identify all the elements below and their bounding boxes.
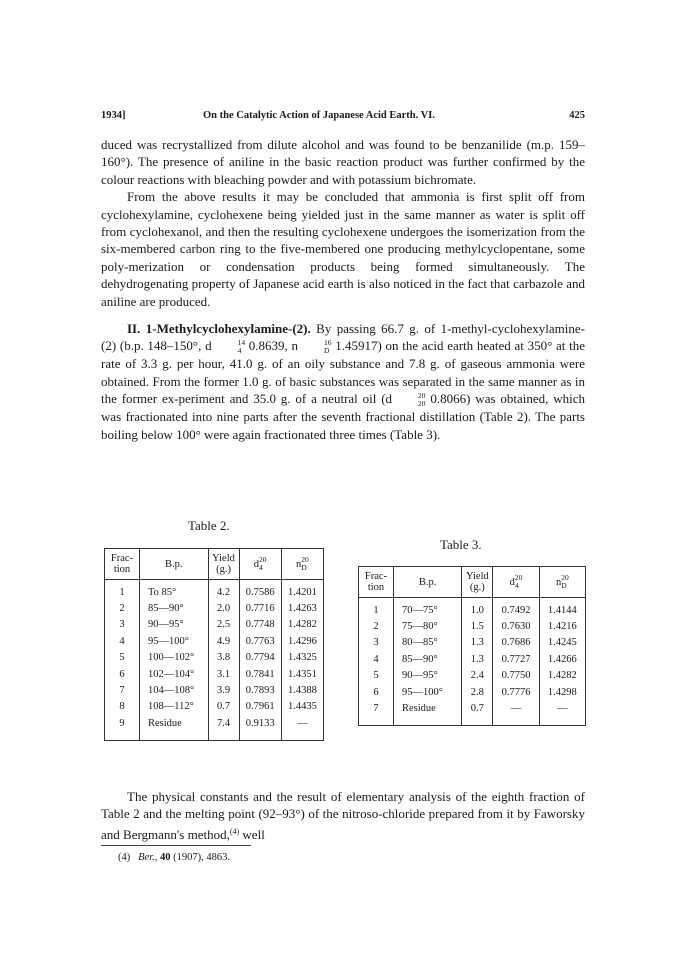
table-cell: 1.5: [462, 618, 493, 634]
table-cell: 0.7893: [239, 682, 281, 698]
table-cell: 0.7: [208, 699, 239, 715]
table-cell: 7: [373, 703, 379, 715]
table-cell: 90—95°: [140, 617, 209, 633]
table-cell: 3.1: [208, 666, 239, 682]
table-cell: 7: [119, 685, 125, 697]
table-cell: 1.4282: [539, 668, 585, 684]
body-text-continued: [101, 788, 585, 843]
col-header-bp: B.p.: [140, 549, 209, 580]
table-cell: 0.7727: [493, 651, 539, 667]
table-cell: 1.4298: [539, 684, 585, 700]
footnote-ref: (4): [229, 826, 240, 836]
col-header-refractive: n 20 D: [539, 567, 585, 598]
table-3: [358, 566, 586, 726]
table-cell: 1.4435: [281, 699, 323, 715]
section-heading: II. 1-Methylcyclohexylamine-(2).: [127, 321, 311, 337]
table-cell: 1.4296: [281, 633, 323, 649]
table-row: [359, 684, 586, 700]
table-2: [104, 548, 324, 741]
table-cell: 0.7686: [493, 635, 539, 651]
density-index-2: 20 20: [418, 391, 426, 409]
density-index: 14 4: [237, 338, 246, 356]
table-cell: 1.4282: [281, 617, 323, 633]
table-cell: 2.0: [208, 600, 239, 616]
table-cell: 1.4201: [281, 580, 323, 601]
table-cell: 1.4388: [281, 682, 323, 698]
table-cell: 6: [119, 668, 125, 680]
table-cell: 2.8: [462, 684, 493, 700]
table-cell: 5: [373, 670, 379, 682]
table-row: [105, 699, 324, 715]
table-cell: —: [493, 700, 539, 725]
running-header: [101, 110, 585, 126]
table-cell: 0.7748: [239, 617, 281, 633]
table-row: [105, 715, 324, 740]
table-cell: 1.4266: [539, 651, 585, 667]
table-cell: 3: [373, 637, 379, 649]
col-header-density: d 20 4: [239, 549, 281, 580]
table-cell: 0.7: [462, 700, 493, 725]
table-cell: To 85°: [140, 580, 209, 601]
table-cell: 3.9: [208, 682, 239, 698]
refractive-index: 16 D: [324, 338, 332, 356]
col-header-density: d 20 4: [493, 567, 539, 598]
table-cell: 75—80°: [394, 618, 462, 634]
header-year: 1934]: [101, 110, 126, 121]
table-row: [105, 633, 324, 649]
paragraph-1: duced was recrystallized from dilute alcohol and was found to be benzanilide (m.p. 159–160°). The presence of aniline in the basic reaction product was further confirmed by the colour reactions with bleaching powder and with potassium bichromate.: [101, 137, 585, 187]
table-cell: 4.2: [208, 580, 239, 601]
col-header-fraction: Frac-tion: [359, 567, 394, 598]
table-cell: 1.4351: [281, 666, 323, 682]
footnote-divider: [101, 845, 251, 846]
table-cell: 0.7716: [239, 600, 281, 616]
paragraph-2: From the above results it may be concluded that ammonia is first split off from cyclohexylamine, cyclohexene being yielded just in the same manner as water is split off from cyclohexanol, and then the resulting cyclohexene undergoes the isomerization from the six-membered carbon ring to the five-membered one producing methylcyclopentane, some poly-merization or condensation products being formed simultaneously. The dehydrogenating property of Japanese acid earth is also noticed in the fact that carbazole and aniline are produced.: [101, 189, 585, 309]
table-cell: 0.7763: [239, 633, 281, 649]
table-cell: 104—108°: [140, 682, 209, 698]
table-cell: 1.3: [462, 651, 493, 667]
table-cell: 85—90°: [140, 600, 209, 616]
col-header-yield: Yield (g.): [208, 549, 239, 580]
col-header-fraction: Frac-tion: [105, 549, 140, 580]
table-cell: 1.4216: [539, 618, 585, 634]
table-cell: 4: [119, 635, 125, 647]
table-cell: 9: [119, 717, 125, 729]
table-2-caption: Table 2.: [188, 518, 230, 533]
table-cell: 95—100°: [394, 684, 462, 700]
table-cell: 1.4245: [539, 635, 585, 651]
table-cell: 1: [373, 604, 379, 616]
table-cell: 100—102°: [140, 650, 209, 666]
table-cell: 6: [373, 686, 379, 698]
table-cell: Residue: [394, 700, 462, 725]
table-cell: 5: [119, 652, 125, 664]
table-cell: 4: [373, 653, 379, 665]
table-cell: 0.7776: [493, 684, 539, 700]
table-cell: —: [539, 700, 585, 725]
table-row: [105, 617, 324, 633]
table-cell: Residue: [140, 715, 209, 740]
table-cell: 102—104°: [140, 666, 209, 682]
table-cell: 2: [119, 603, 125, 615]
table-row: [105, 650, 324, 666]
table-cell: 1.4325: [281, 650, 323, 666]
paragraph-3: II. 1-Methylcyclohexylamine-(2). By passing 66.7 g. of 1-methyl-cyclohexylamine-(2) (b.p. 148–150°, d 14 4 0.8639, n 16 D 1.45917) on the acid earth heated at 350° at the rate of 3.3 g. per hour, 41.0 g. of an oily substance and 7.8 g. of gaseous ammonia were obtained. From the former 1.0 g. of basic substances was separated in the same manner as in the former ex-periment and 35.0 g. of a neutral oil (d 20 20 0.8066) was obtained, which was fractionated into nine parts after the seventh fractional distillation (Table 2). The parts boiling below 100° were again fractionated three times (Table 3).: [101, 321, 586, 442]
table-cell: 8: [119, 701, 125, 713]
table-cell: 2: [373, 621, 379, 633]
table-cell: 0.7794: [239, 650, 281, 666]
table-row: [359, 598, 586, 619]
table-cell: 1.3: [462, 635, 493, 651]
table-cell: 1.4144: [539, 598, 585, 619]
table-cell: 0.7586: [239, 580, 281, 601]
table-cell: 3: [119, 619, 125, 631]
table-cell: 7.4: [208, 715, 239, 740]
header-title: On the Catalytic Action of Japanese Acid Earth. VI.: [203, 110, 435, 121]
table-cell: 2.4: [462, 668, 493, 684]
table-cell: 0.7961: [239, 699, 281, 715]
table-cell: 95—100°: [140, 633, 209, 649]
page-number: 425: [569, 110, 585, 121]
table-cell: 1: [119, 586, 125, 598]
table-row: [359, 635, 586, 651]
table-cell: 80—85°: [394, 635, 462, 651]
col-header-refractive: n 20 D: [281, 549, 323, 580]
table-row: [359, 618, 586, 634]
table-cell: 108—112°: [140, 699, 209, 715]
table-cell: 4.9: [208, 633, 239, 649]
table-cell: 90—95°: [394, 668, 462, 684]
table-cell: 0.7630: [493, 618, 539, 634]
paragraph-4: The physical constants and the result of elementary analysis of the eighth fraction of Table 2 and the melting point (92–93°) of the nitroso-chloride prepared from it by Faworsky and Bergmann's method,$^{(4)}$ well: [101, 789, 585, 842]
table-3-caption: Table 3.: [440, 537, 482, 552]
table-cell: 1.4263: [281, 600, 323, 616]
table-cell: 2.5: [208, 617, 239, 633]
table-row: [359, 651, 586, 667]
table-row: [105, 666, 324, 682]
table-cell: 3.8: [208, 650, 239, 666]
table-cell: 1.0: [462, 598, 493, 619]
table-cell: —: [281, 715, 323, 740]
table-row: [359, 700, 586, 725]
table-cell: 0.7750: [493, 668, 539, 684]
table-row: [105, 600, 324, 616]
table-row: [105, 580, 324, 601]
table-cell: 85—90°: [394, 651, 462, 667]
table-row: [359, 668, 586, 684]
table-cell: 70—75°: [394, 598, 462, 619]
table-row: [105, 682, 324, 698]
col-header-bp: B.p.: [394, 567, 462, 598]
footnote: (4) Ber., 40 (1907), 4863.: [118, 852, 230, 863]
table-cell: 0.9133: [239, 715, 281, 740]
col-header-yield: Yield (g.): [462, 567, 493, 598]
body-text: [101, 136, 585, 443]
table-cell: 0.7492: [493, 598, 539, 619]
table-cell: 0.7841: [239, 666, 281, 682]
